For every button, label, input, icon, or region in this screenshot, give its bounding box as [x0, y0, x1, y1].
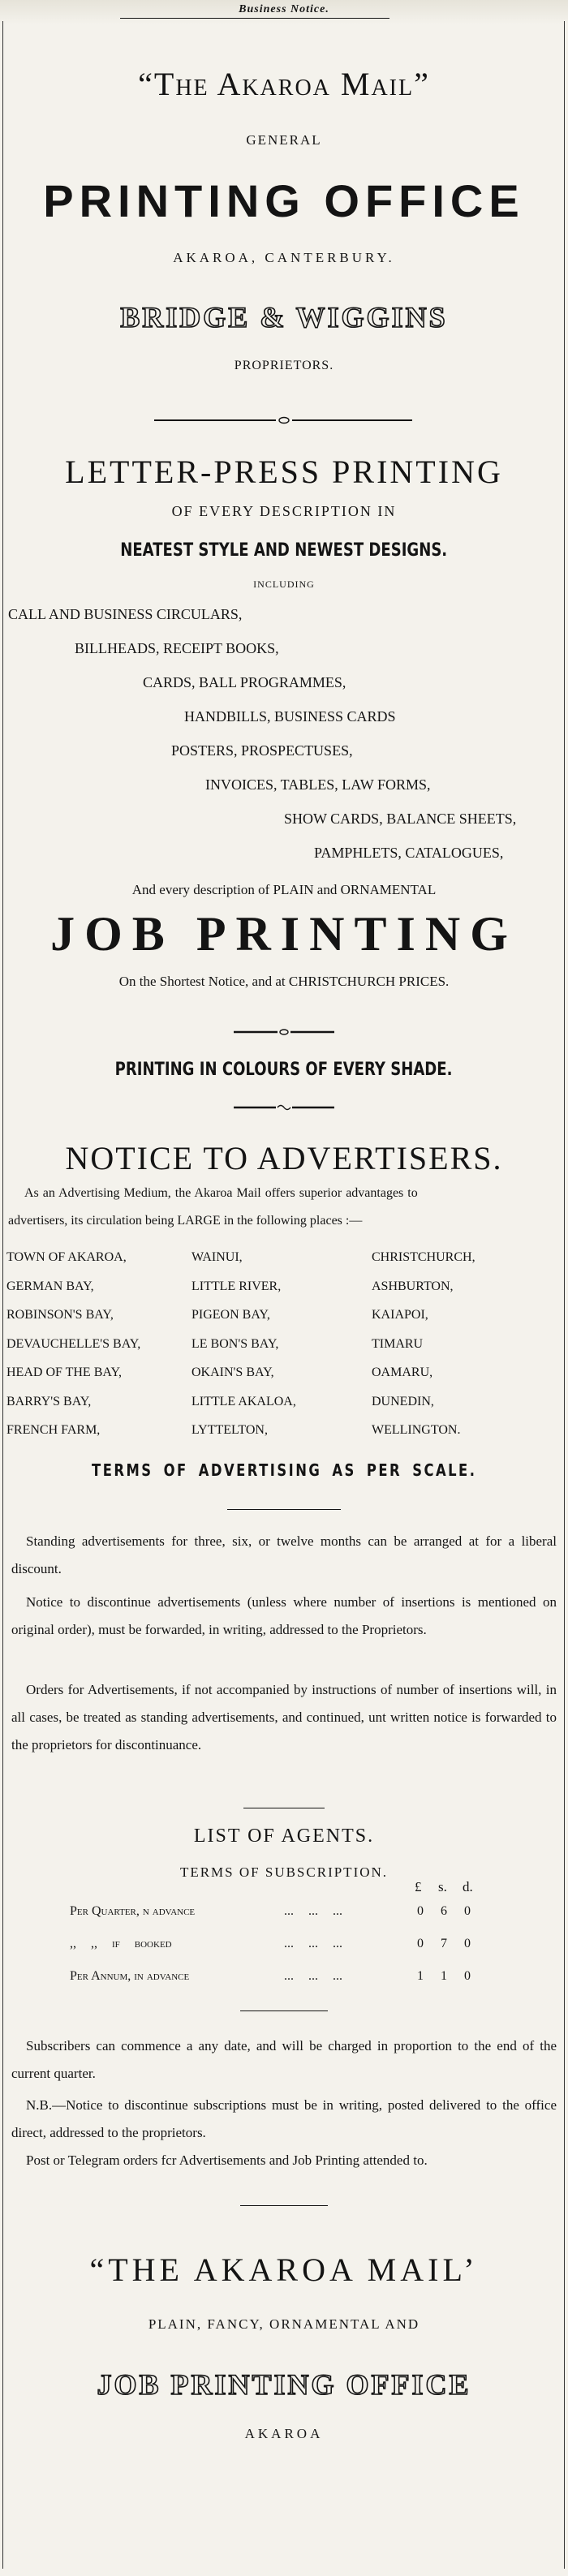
subscription-row-shillings: 1: [441, 1969, 447, 1983]
subscription-row-pounds: 0: [417, 1904, 424, 1918]
place-item: FRENCH FARM,: [6, 1423, 101, 1437]
currency-header-shillings: s.: [438, 1879, 447, 1894]
terms-rule: [227, 1509, 341, 1510]
subscription-row-pounds: 0: [417, 1937, 424, 1950]
subscription-row-pounds: 1: [417, 1969, 424, 1983]
nb-text: N.B.—Notice to discontinue subscriptions must be in writing, posted delivered to the office direct, addressed to the proprietors.: [11, 2097, 557, 2140]
subscribers-paragraph: [11, 2032, 557, 2088]
place-item: LYTTELTON,: [191, 1423, 268, 1437]
place-item: ASHBURTON,: [372, 1279, 454, 1293]
places-column-3: [372, 1243, 475, 1445]
place-item: ROBINSON'S BAY,: [6, 1308, 114, 1322]
places-column-2: [191, 1243, 296, 1445]
currency-header-pounds: £: [415, 1879, 422, 1894]
subscription-row-dots: ... ... ...: [284, 1904, 342, 1918]
footer-akaroa: AKAROA: [244, 2426, 324, 2441]
header-strip: Business Notice.: [239, 3, 329, 15]
subscription-row-dots: ... ... ...: [284, 1937, 342, 1950]
advertisers-heading: NOTICE TO ADVERTISERS.: [65, 1140, 503, 1176]
place-item: LITTLE AKALOA,: [191, 1394, 296, 1408]
colours-line: [0, 1059, 568, 1080]
service-item-6: INVOICES, TABLES, LAW FORMS,: [205, 776, 431, 793]
masthead-title: “The Akaroa Mail”: [138, 66, 430, 102]
place-item: PIGEON BAY,: [191, 1308, 270, 1322]
service-item-3: CARDS, BALL PROGRAMMES,: [143, 674, 346, 690]
every-description-line: And every description of PLAIN and ORNAMENTAL: [131, 882, 437, 897]
ornamental-rule-3: [0, 1099, 568, 1116]
standing-text: Standing advertisements for three, six, or twelve months can be arranged at for a liberal discount.: [11, 1533, 557, 1576]
subscription-row-label: Per Annum, in advance: [70, 1969, 190, 1983]
service-item-1: CALL AND BUSINESS CIRCULARS,: [8, 606, 243, 622]
standing-advertisements-paragraph: [11, 1528, 557, 1583]
advertisers-intro-1: As an Advertising Medium, the Akaroa Mail offers superior advantages to: [24, 1186, 418, 1200]
subscribers-text: Subscribers can commence a any date, and will be charged in proportion to the end of the current quarter.: [11, 2038, 557, 2081]
currency-header-pence: d.: [463, 1879, 473, 1894]
header-rule: [120, 18, 389, 19]
place-item: TOWN OF AKAROA,: [6, 1250, 127, 1264]
post-telegram-text: Post or Telegram orders fcr Advertisements and Job Printing attended to.: [26, 2152, 428, 2168]
subscription-row-label: ,, ,, if booked: [70, 1937, 172, 1950]
footer-job-office: JOB PRINTING OFFICE: [97, 2368, 471, 2401]
place-item: HEAD OF THE BAY,: [6, 1365, 122, 1379]
place-item: CHRISTCHURCH,: [372, 1250, 475, 1264]
place-item: WAINUI,: [191, 1250, 243, 1264]
proprietors-names: BRIDGE & WIGGINS: [120, 301, 448, 333]
discontinue-text: Notice to discontinue advertisements (unless where number of insertions is mentioned on original order), must be forwarded, in writing, addressed to the Proprietors.: [11, 1594, 557, 1637]
footer-title: “THE AKAROA MAIL’: [89, 2251, 479, 2288]
agents-heading: LIST OF AGENTS.: [193, 1826, 375, 1847]
subscription-row-pence: 0: [464, 1904, 471, 1918]
footer-plain-fancy: PLAIN, FANCY, ORNAMENTAL AND: [148, 2316, 420, 2332]
masthead-general: GENERAL: [246, 132, 322, 148]
ornamental-rule-2: [0, 1024, 568, 1040]
place-item: LITTLE RIVER,: [191, 1279, 282, 1293]
service-item-2: BILLHEADS, RECEIPT BOOKS,: [75, 640, 279, 656]
place-item: WELLINGTON.: [372, 1423, 461, 1437]
service-item-7: SHOW CARDS, BALANCE SHEETS,: [284, 811, 517, 827]
place-item: KAIAPOI,: [372, 1308, 428, 1322]
shortest-notice-line: On the Shortest Notice, and at CHRISTCHURCH PRICES.: [118, 974, 450, 989]
printing-office-heading: PRINTING OFFICE: [43, 175, 525, 226]
subscription-row-dots: ... ... ...: [284, 1969, 342, 1983]
orders-paragraph: [11, 1676, 557, 1759]
subscription-heading: TERMS OF SUBSCRIPTION.: [179, 1864, 389, 1880]
right-border: [564, 21, 565, 2569]
colours-text: PRINTING IN COLOURS OF EVERY SHADE.: [115, 1060, 453, 1080]
post-telegram-paragraph: [11, 2147, 557, 2174]
place-item: OAMARU,: [372, 1365, 433, 1379]
subscription-row-shillings: 7: [441, 1937, 447, 1950]
ornamental-rule-1: [0, 412, 568, 428]
location-line: AKAROA, CANTERBURY.: [173, 250, 395, 265]
places-column-1: [6, 1243, 140, 1445]
subscription-row-label: Per Quarter, n advance: [70, 1904, 196, 1918]
place-item: GERMAN BAY,: [6, 1279, 94, 1293]
subscription-row-pence: 0: [464, 1969, 471, 1983]
orders-text: Orders for Advertisements, if not accompanied by instructions of number of insertions will, in all cases, be treated as standing advertisements, and continued, unt written notice is forwarded to the proprietors for discontinuance.: [11, 1682, 557, 1752]
subscription-rule: [240, 2010, 328, 2011]
neatest-style-text: NEATEST STYLE AND NEWEST DESIGNS.: [120, 540, 448, 561]
left-border: [2, 21, 3, 2569]
discontinue-advertisements-paragraph: [11, 1589, 557, 1644]
place-item: DEVAUCHELLE'S BAY,: [6, 1336, 141, 1351]
proprietors-label: PROPRIETORS.: [234, 359, 334, 372]
service-item-8: PAMPHLETS, CATALOGUES,: [314, 845, 504, 861]
terms-of-advertising: [0, 1460, 568, 1481]
subscription-row-shillings: 6: [441, 1904, 447, 1918]
letterpress-heading: LETTER-PRESS PRINTING: [65, 454, 503, 490]
advertisers-intro-2: advertisers, its circulation being LARGE in the following places :—: [8, 1214, 363, 1228]
nb-paragraph: [11, 2092, 557, 2147]
job-printing-heading: JOB PRINTING: [50, 907, 518, 961]
terms-of-advertising-text: TERMS OF ADVERTISING AS PER SCALE.: [91, 1460, 477, 1480]
place-item: LE BON'S BAY,: [191, 1336, 279, 1351]
subscription-row-pence: 0: [464, 1937, 471, 1950]
place-item: DUNEDIN,: [372, 1394, 434, 1408]
place-item: OKAIN'S BAY,: [191, 1365, 274, 1379]
service-item-5: POSTERS, PROSPECTUSES,: [171, 742, 353, 759]
place-item: BARRY'S BAY,: [6, 1394, 92, 1408]
service-item-4: HANDBILLS, BUSINESS CARDS: [184, 708, 396, 725]
neatest-style-line: [0, 540, 568, 561]
place-item: TIMARU: [372, 1336, 424, 1351]
footer-rule: [240, 2205, 328, 2206]
including-label: INCLUDING: [253, 578, 315, 590]
of-every-description: OF EVERY DESCRIPTION IN: [171, 503, 397, 519]
